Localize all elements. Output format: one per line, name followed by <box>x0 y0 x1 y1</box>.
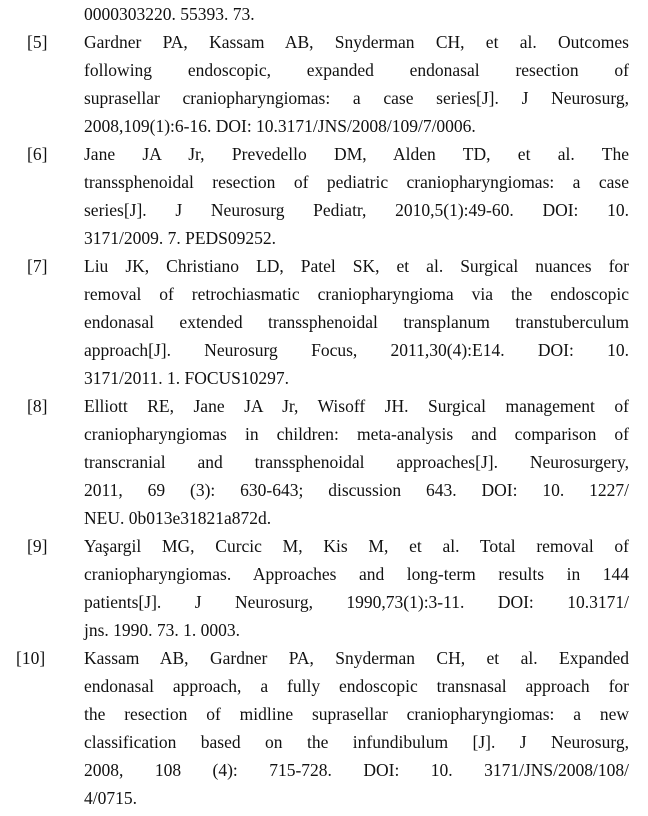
reference-number: [6] <box>27 144 48 164</box>
reference-text <box>84 532 629 644</box>
reference-line: Kassam AB, Gardner PA, Snyderman CH, et al. Expanded <box>84 648 629 668</box>
reference-line: Jane JA Jr, Prevedello DM, Alden TD, et al. The <box>84 144 629 164</box>
reference-line: NEU. 0b013e31821a872d. <box>84 508 272 528</box>
reference-line: endonasal approach, a fully endoscopic transnasal approach for <box>84 676 629 696</box>
reference-number: [5] <box>27 32 48 52</box>
reference-text <box>84 644 629 812</box>
reference-text <box>84 28 629 140</box>
reference-number: [8] <box>27 396 48 416</box>
reference-line: craniopharyngiomas in children: meta-analysis and comparison of <box>84 424 629 444</box>
reference-line: 3171/2011. 1. FOCUS10297. <box>84 368 290 388</box>
reference-text <box>84 140 629 252</box>
reference-line: 2011, 69 (3): 630-643; discussion 643. DOI: 10. 1227/ <box>84 480 629 500</box>
reference-text <box>84 392 629 532</box>
reference-line: removal of retrochiasmatic craniopharyngioma via the endoscopic <box>84 284 629 304</box>
reference-line: approach[J]. Neurosurg Focus, 2011,30(4):E14. DOI: 10. <box>84 340 629 360</box>
reference-continuation-line: 0000303220. 55393. 73. <box>84 4 255 24</box>
reference-line: patients[J]. J Neurosurg, 1990,73(1):3-11. DOI: 10.3171/ <box>84 592 629 612</box>
reference-line: following endoscopic, expanded endonasal resection of <box>84 60 629 80</box>
reference-line: classification based on the infundibulum [J]. J Neurosurg, <box>84 732 629 752</box>
reference-line: Elliott RE, Jane JA Jr, Wisoff JH. Surgical management of <box>84 396 629 416</box>
reference-line: transcranial and transsphenoidal approaches[J]. Neurosurgery, <box>84 452 629 472</box>
reference-line: suprasellar craniopharyngiomas: a case series[J]. J Neurosurg, <box>84 88 629 108</box>
reference-number: [9] <box>27 536 48 556</box>
reference-line: 4/0715. <box>84 788 137 808</box>
reference-line: transsphenoidal resection of pediatric craniopharyngiomas: a case <box>84 172 629 192</box>
reference-line: Yaşargil MG, Curcic M, Kis M, et al. Total removal of <box>84 536 629 556</box>
reference-line: jns. 1990. 73. 1. 0003. <box>84 620 241 640</box>
reference-line: Liu JK, Christiano LD, Patel SK, et al. Surgical nuances for <box>84 256 629 276</box>
reference-number: [10] <box>16 648 46 668</box>
reference-line: Gardner PA, Kassam AB, Snyderman CH, et al. Outcomes <box>84 32 629 52</box>
reference-line: 2008, 108 (4): 715-728. DOI: 10. 3171/JNS/2008/108/ <box>84 760 629 780</box>
reference-text <box>84 252 629 392</box>
reference-line: craniopharyngiomas. Approaches and long-term results in 144 <box>84 564 629 584</box>
reference-number: [7] <box>27 256 48 276</box>
reference-line: the resection of midline suprasellar craniopharyngiomas: a new <box>84 704 629 724</box>
reference-line: series[J]. J Neurosurg Pediatr, 2010,5(1):49-60. DOI: 10. <box>84 200 629 220</box>
reference-line: endonasal extended transsphenoidal transplanum transtuberculum <box>84 312 629 332</box>
reference-line: 2008,109(1):6-16. DOI: 10.3171/JNS/2008/109/7/0006. <box>84 116 476 136</box>
reference-line: 3171/2009. 7. PEDS09252. <box>84 228 277 248</box>
